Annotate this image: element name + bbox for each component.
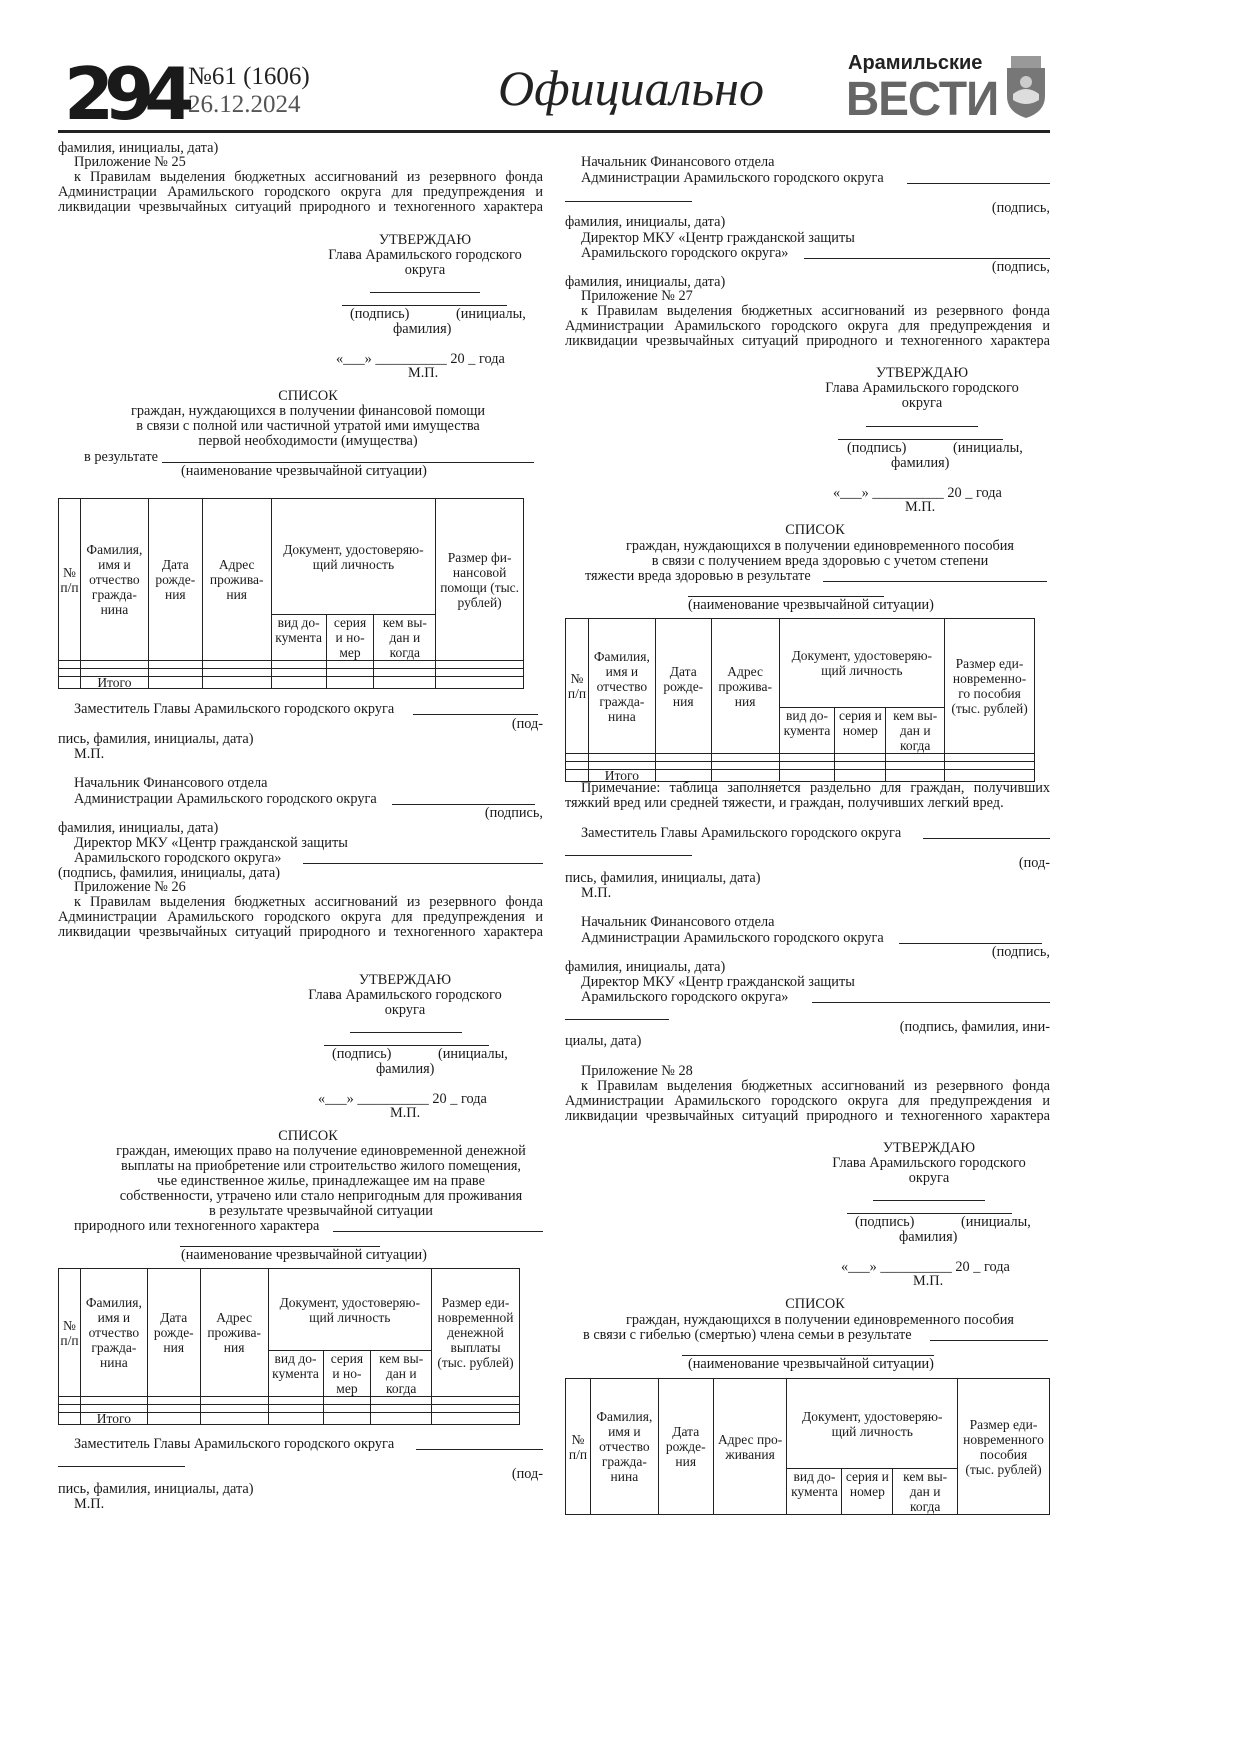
stamp-label: М.П.	[74, 1496, 105, 1512]
signature-caption: (подпись, фамилия, ини-	[899, 1019, 1050, 1035]
col-issued-by: кем вы- дан и когда	[374, 615, 436, 661]
list-subtitle: выплаты на приобретение или строительство жилого помещения,	[120, 1158, 521, 1174]
signature-caption: фамилия, инициалы, дата)	[565, 959, 726, 975]
signature-caption: фамилия, инициалы, дата)	[565, 214, 726, 230]
table-note: Примечание: таблица заполняется раздельно для граждан, получивших тяжкий вред или средней тяжести, и граждан, получивших легкий вред.	[565, 780, 1050, 811]
date-line: «___» __________ 20 _ года	[833, 485, 1002, 501]
finance-admin-label: Администрации Арамильского городского округа	[581, 170, 884, 186]
signature-caption: фамилия, инициалы, дата)	[58, 140, 219, 156]
brand-logo-line1: Арамильские	[848, 52, 983, 74]
deputy-label: Заместитель Главы Арамильского городского округа	[74, 701, 395, 717]
blank-line	[333, 1231, 543, 1232]
signature-line	[873, 1200, 985, 1201]
col-address: Адрес прожива- ния	[711, 619, 779, 754]
col-series: серия и но- мер	[323, 1351, 371, 1397]
blank-line	[907, 183, 1050, 184]
section-title: Официально	[498, 60, 764, 116]
col-fullname: Фамилия, имя и отчество гражда- нина	[80, 1269, 147, 1397]
director-label: Директор МКУ «Центр гражданской защиты	[581, 230, 855, 246]
emergency-name-caption: (наименование чрезвычайной ситуации)	[688, 1356, 934, 1372]
signature-caption: (под-	[511, 716, 543, 732]
col-amount: Размер еди- новременно- го пособия (тыс. рублей)	[945, 619, 1035, 754]
appendix-title: Приложение № 27	[581, 288, 693, 304]
director-label-2: Арамильского городского округа»	[581, 989, 789, 1005]
header-rule	[58, 130, 1050, 133]
appendix-rules-text: к Правилам выделения бюджетных ассигнований из резервного фонда Администрации Арамильского городского округа для предупреждения и ликвидации чрезвычайных ситуаций природного и техногенного характера	[58, 169, 543, 215]
finance-head-label: Начальник Финансового отдела	[581, 154, 775, 170]
approver-title: Глава Арамильского городского	[832, 1155, 1026, 1171]
col-series: серия и но- мер	[326, 615, 374, 661]
finance-head-label: Начальник Финансового отдела	[581, 914, 775, 930]
list-subtitle: собственности, утрачено или стало непригодным для проживания	[119, 1188, 523, 1204]
col-series: серия и номер	[842, 1469, 893, 1515]
citizens-table	[565, 618, 1035, 782]
list-subtitle: в связи с полной или частичной утратой ими имущества	[136, 418, 480, 434]
initials-label: (инициалы,	[456, 306, 526, 322]
signature-line	[370, 292, 480, 293]
list-title: СПИСОК	[785, 522, 845, 538]
signature-caption: (подпись,	[484, 805, 543, 821]
blank-line	[416, 1449, 543, 1450]
appendix-title: Приложение № 25	[74, 154, 186, 170]
signature-line	[866, 426, 978, 427]
director-label-2: Арамильского городского округа»	[581, 245, 789, 261]
deputy-label: Заместитель Главы Арамильского городского округа	[581, 825, 902, 841]
blank-line	[413, 714, 538, 715]
col-address: Адрес прожива- ния	[202, 499, 271, 661]
signature-caption: фамилия, инициалы, дата)	[565, 274, 726, 290]
signature-label: (подпись)	[350, 306, 410, 322]
signature-caption: (под-	[1018, 855, 1050, 871]
list-subtitle: природного или техногенного характера	[74, 1218, 320, 1234]
list-subtitle: в связи с получением вреда здоровью с учетом степени	[651, 553, 989, 569]
citizens-table	[58, 1268, 520, 1425]
page-number: 294	[64, 52, 185, 136]
appendix-rules-text: к Правилам выделения бюджетных ассигнований из резервного фонда Администрации Арамильского городского округа для предупреждения и ликвидации чрезвычайных ситуаций природного и техногенного характера	[58, 894, 543, 940]
list-title: СПИСОК	[278, 1128, 338, 1144]
total-label: Итого	[80, 1413, 147, 1425]
approve-label: УТВЕРЖДАЮ	[358, 972, 452, 988]
col-series: серия и номер	[835, 708, 886, 754]
col-amount: Размер фи- нансовой помощи (тыс. рублей)	[436, 499, 524, 661]
signature-label: (подпись)	[332, 1046, 392, 1062]
total-label: Итого	[80, 677, 148, 689]
table-row	[59, 1397, 520, 1405]
list-subtitle: чье единственное жилье, принадлежащее им на праве	[157, 1173, 485, 1189]
col-fullname: Фамилия, имя и отчество гражда- нина	[588, 619, 655, 754]
col-fullname: Фамилия, имя и отчество гражда- нина	[590, 1379, 658, 1515]
approver-title: Глава Арамильского городского	[825, 380, 1019, 396]
signature-caption: (под-	[511, 1466, 543, 1482]
col-doc-type: вид до- кумента	[268, 1351, 323, 1397]
approver-title-2: округа	[384, 1002, 426, 1018]
surname-label: фамилия)	[393, 321, 452, 337]
table-row	[59, 1405, 520, 1413]
col-birthdate: Дата рожде- ния	[658, 1379, 713, 1515]
director-label: Директор МКУ «Центр гражданской защиты	[581, 974, 855, 990]
appendix-rules-text: к Правилам выделения бюджетных ассигнований из резервного фонда Администрации Арамильского городского округа для предупреждения и ликвидации чрезвычайных ситуаций природного и техногенного характера	[565, 303, 1050, 349]
surname-label: фамилия)	[899, 1229, 958, 1245]
brand-logo-line2: ВЕСТИ	[846, 70, 999, 126]
citizens-table	[58, 498, 524, 689]
blank-line	[812, 1002, 1050, 1003]
emergency-name-caption: (наименование чрезвычайной ситуации)	[181, 463, 427, 479]
approve-label: УТВЕРЖДАЮ	[378, 232, 472, 248]
col-birthdate: Дата рожде- ния	[148, 499, 202, 661]
col-address: Адрес про- живания	[713, 1379, 787, 1515]
finance-head-label: Начальник Финансового отдела	[74, 775, 268, 791]
surname-label: фамилия)	[376, 1061, 435, 1077]
blank-line	[823, 581, 1047, 582]
col-id-document: Документ, удостоверяю- щий личность	[268, 1269, 431, 1351]
approver-title: Глава Арамильского городского	[308, 987, 502, 1003]
approver-title-2: округа	[901, 395, 943, 411]
col-fullname: Фамилия, имя и отчество гражда- нина	[80, 499, 148, 661]
approve-label: УТВЕРЖДАЮ	[882, 1140, 976, 1156]
emergency-name-caption: (наименование чрезвычайной ситуации)	[181, 1247, 427, 1263]
emergency-name-caption: (наименование чрезвычайной ситуации)	[688, 597, 934, 613]
table-total-row	[59, 1413, 520, 1425]
appendix-title: Приложение № 28	[581, 1063, 693, 1079]
signature-caption: (подпись,	[991, 200, 1050, 216]
signature-label: (подпись)	[847, 440, 907, 456]
date-line: «___» __________ 20 _ года	[336, 351, 505, 367]
stamp-label: М.П.	[913, 1273, 944, 1289]
stamp-label: М.П.	[581, 885, 612, 901]
initials-label: (инициалы,	[438, 1046, 508, 1062]
list-subtitle: в связи с гибелью (смертью) члена семьи в результате	[583, 1327, 912, 1343]
surname-label: фамилия)	[891, 455, 950, 471]
date-line: «___» __________ 20 _ года	[841, 1259, 1010, 1275]
table-row	[566, 762, 1035, 770]
stamp-label: М.П.	[390, 1105, 421, 1121]
col-issued-by: кем вы- дан и когда	[886, 708, 945, 754]
total-label: Итого	[588, 770, 655, 782]
list-subtitle: граждан, нуждающихся в получении финансовой помощи	[130, 403, 486, 419]
col-amount: Размер еди- новременной денежной выплаты (тыс. рублей)	[432, 1269, 520, 1397]
appendix-rules-text: к Правилам выделения бюджетных ассигнований из резервного фонда Администрации Арамильского городского округа для предупреждения и ликвидации чрезвычайных ситуаций природного и техногенного характера	[565, 1078, 1050, 1124]
finance-admin-label: Администрации Арамильского городского округа	[74, 791, 377, 807]
citizens-table	[565, 1378, 1050, 1515]
issue-date: 26.12.2024	[188, 91, 301, 118]
initials-label: (инициалы,	[953, 440, 1023, 456]
table-row	[566, 754, 1035, 762]
list-subtitle: граждан, нуждающихся в получении единовременного пособия	[626, 538, 1014, 554]
col-number: № п/п	[566, 1379, 591, 1515]
col-birthdate: Дата рожде- ния	[655, 619, 711, 754]
signature-caption: пись, фамилия, инициалы, дата)	[58, 1481, 254, 1497]
signature-caption: циалы, дата)	[565, 1033, 642, 1049]
col-amount: Размер еди- новременного пособия (тыс. рублей)	[958, 1379, 1050, 1515]
approve-label: УТВЕРЖДАЮ	[875, 365, 969, 381]
signature-caption: (подпись,	[991, 944, 1050, 960]
blank-line	[923, 838, 1050, 839]
col-id-document: Документ, удостоверяю- щий личность	[271, 499, 436, 615]
list-subtitle: граждан, нуждающихся в получении единовременного пособия	[626, 1312, 1014, 1328]
table-total-row	[59, 677, 524, 689]
coat-of-arms-icon	[1003, 54, 1049, 120]
stamp-label: М.П.	[905, 499, 936, 515]
signature-caption: (подпись, фамилия, инициалы, дата)	[58, 865, 280, 881]
signature-caption: (подпись,	[991, 259, 1050, 275]
table-row	[59, 669, 524, 677]
col-doc-type: вид до- кумента	[787, 1469, 842, 1515]
signature-line	[350, 1032, 462, 1033]
date-line: «___» __________ 20 _ года	[318, 1091, 487, 1107]
in-result-label: в результате	[84, 449, 158, 465]
appendix-title: Приложение № 26	[74, 879, 186, 895]
stamp-label: М.П.	[408, 365, 439, 381]
col-doc-type: вид до- кумента	[271, 615, 326, 661]
list-subtitle: первой необходимости (имущества)	[198, 433, 418, 449]
table-row	[59, 661, 524, 669]
list-title: СПИСОК	[785, 1296, 845, 1312]
signature-caption: пись, фамилия, инициалы, дата)	[58, 731, 254, 747]
deputy-label: Заместитель Главы Арамильского городского округа	[74, 1436, 395, 1452]
director-label-2: Арамильского городского округа»	[74, 850, 282, 866]
blank-line	[303, 863, 543, 864]
list-subtitle: тяжести вреда здоровью в результате	[585, 568, 811, 584]
list-subtitle: в результате чрезвычайной ситуации	[209, 1203, 433, 1219]
col-issued-by: кем вы- дан и когда	[371, 1351, 432, 1397]
list-subtitle: граждан, имеющих право на получение единовременной денежной	[116, 1143, 526, 1159]
stamp-label: М.П.	[74, 746, 105, 762]
col-birthdate: Дата рожде- ния	[147, 1269, 200, 1397]
list-title: СПИСОК	[278, 388, 338, 404]
col-doc-type: вид до- кумента	[779, 708, 835, 754]
approver-title-2: округа	[404, 262, 446, 278]
approver-title-2: округа	[908, 1170, 950, 1186]
col-number: № п/п	[59, 1269, 81, 1397]
blank-line	[930, 1340, 1048, 1341]
signature-label: (подпись)	[855, 1214, 915, 1230]
col-issued-by: кем вы- дан и когда	[893, 1469, 958, 1515]
director-label: Директор МКУ «Центр гражданской защиты	[74, 835, 348, 851]
signature-caption: пись, фамилия, инициалы, дата)	[565, 870, 761, 886]
col-number: № п/п	[566, 619, 589, 754]
col-id-document: Документ, удостоверяю- щий личность	[787, 1379, 958, 1469]
col-id-document: Документ, удостоверяю- щий личность	[779, 619, 945, 708]
finance-admin-label: Администрации Арамильского городского округа	[581, 930, 884, 946]
col-number: № п/п	[59, 499, 81, 661]
signature-caption: фамилия, инициалы, дата)	[58, 820, 219, 836]
col-address: Адрес прожива- ния	[200, 1269, 268, 1397]
initials-label: (инициалы,	[961, 1214, 1031, 1230]
approver-title: Глава Арамильского городского	[328, 247, 522, 263]
issue-number: №61 (1606)	[188, 63, 310, 90]
